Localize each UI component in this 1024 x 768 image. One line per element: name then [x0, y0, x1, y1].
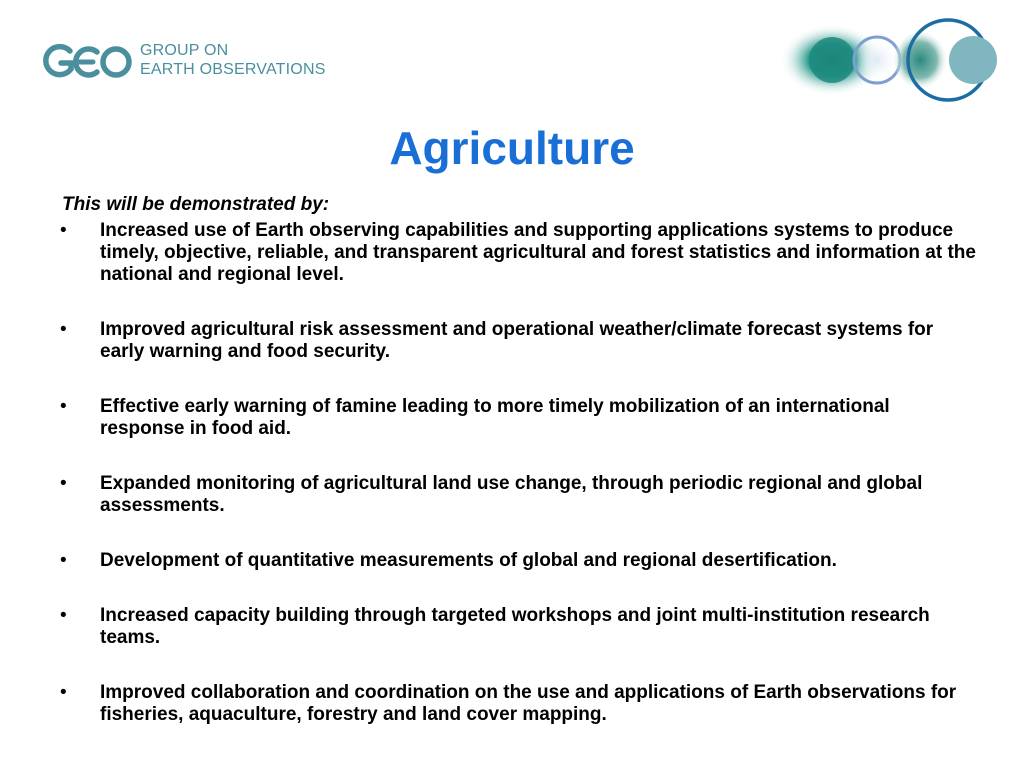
- bullet-text: Expanded monitoring of agricultural land use change, through periodic regional and global assessments.: [100, 473, 923, 516]
- geo-logo-mark-icon: [40, 42, 132, 82]
- list-item: [58, 550, 978, 572]
- bullet-icon: •: [60, 605, 67, 626]
- list-item: [58, 605, 978, 649]
- circle-teal-glow: [892, 30, 948, 90]
- list-item: [58, 220, 978, 286]
- intro-text: This will be demonstrated by:: [62, 194, 330, 215]
- slide-title: Agriculture: [389, 122, 635, 174]
- circle-light: [949, 36, 997, 84]
- logo-line2: EARTH OBSERVATIONS: [140, 61, 326, 78]
- logo-line1: GROUP ON: [140, 42, 229, 59]
- bullet-text: Effective early warning of famine leading to more timely mobilization of an international response in food aid.: [100, 396, 890, 439]
- bullet-icon: •: [60, 396, 67, 417]
- bullet-text: Development of quantitative measurements of global and regional desertification.: [100, 550, 837, 571]
- list-item: [58, 473, 978, 517]
- bullet-text: Improved agricultural risk assessment and operational weather/climate forecast systems for early warning and food security.: [100, 319, 934, 362]
- geo-logo: [40, 40, 330, 84]
- bullet-text: Increased capacity building through targeted workshops and joint multi-institution research teams.: [100, 605, 930, 648]
- bullet-icon: •: [60, 473, 67, 494]
- list-item: [58, 396, 978, 440]
- bullet-icon: •: [60, 319, 67, 340]
- bullet-icon: •: [60, 550, 67, 571]
- logo-text: [140, 41, 326, 79]
- bullet-text: Improved collaboration and coordination on the use and applications of Earth observations for fisheries, aquaculture, forestry and land cover mapping.: [100, 682, 957, 725]
- list-item: [58, 682, 978, 726]
- bullet-icon: •: [60, 220, 67, 241]
- bullet-list: [58, 220, 978, 759]
- bullet-text: Increased use of Earth observing capabilities and supporting applications systems to produce timely, objective, reliable, and transparent agricultural and forest statistics and information at the national and regional level.: [100, 220, 976, 285]
- list-item: [58, 319, 978, 363]
- bullet-icon: •: [60, 682, 67, 703]
- decorative-circles-icon: [770, 10, 1010, 110]
- circle-dark: [809, 37, 855, 83]
